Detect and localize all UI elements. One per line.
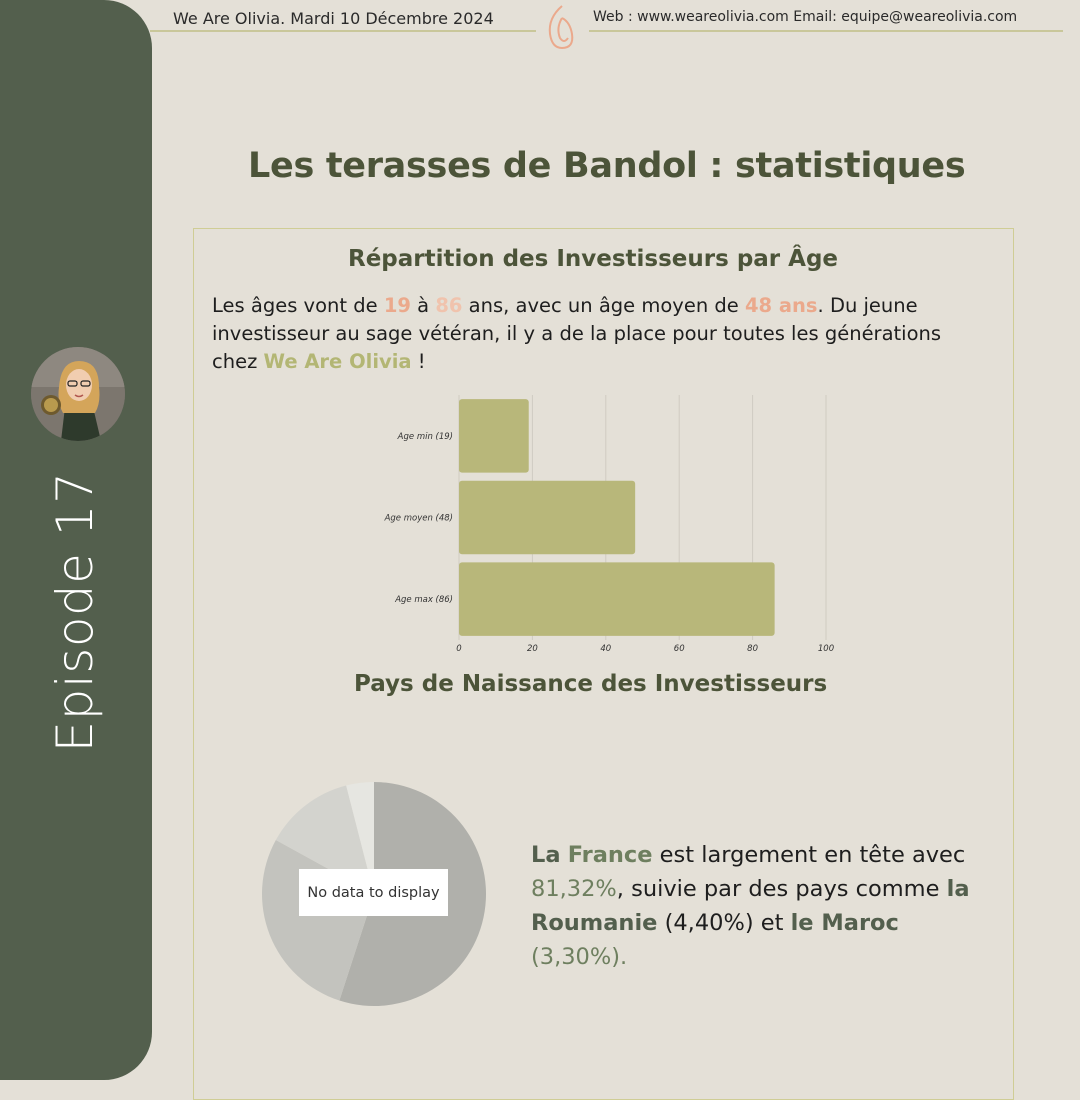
- no-data-message: No data to display: [299, 869, 448, 916]
- header-date: We Are Olivia. Mardi 10 Décembre 2024: [173, 9, 494, 28]
- country-text-5: , suivie par des pays comme: [616, 876, 947, 902]
- age-min-value: 19: [383, 294, 411, 317]
- age-avg-value: 48 ans: [744, 294, 818, 317]
- age-max-value: 86: [435, 294, 463, 317]
- header-contact: Web : www.weareolivia.com Email: equipe@weareolivia.com: [593, 9, 1018, 25]
- brand-name: We Are Olivia: [263, 350, 412, 373]
- episode-label: Episode 17: [46, 471, 104, 753]
- country-section-heading: Pays de Naissance des Investisseurs: [354, 671, 828, 697]
- bar-2: [459, 562, 775, 636]
- country-text-9: (3,30%).: [531, 944, 628, 970]
- x-tick-label-1: 20: [526, 644, 538, 654]
- x-tick-label-5: 100: [817, 644, 835, 654]
- category-label-2: Age max (86): [395, 595, 453, 606]
- bar-1: [459, 481, 635, 555]
- x-tick-label-3: 60: [673, 644, 685, 654]
- x-tick-label-2: 40: [600, 644, 612, 654]
- bar-0: [459, 399, 529, 473]
- country-text-7: (4,40%) et: [657, 910, 791, 936]
- page-title: Les terasses de Bandol : statistiques: [248, 146, 966, 186]
- para-text-5: !: [411, 350, 426, 373]
- age-bar-chart: [350, 390, 850, 660]
- para-text-3: ans, avec un âge moyen de: [462, 294, 745, 317]
- avatar: [31, 347, 125, 441]
- olivia-logo-icon: [540, 0, 584, 54]
- para-text-1: Les âges vont de: [212, 294, 384, 317]
- country-france: France: [567, 842, 653, 868]
- header-divider-right: [589, 30, 1063, 32]
- x-tick-label-0: 0: [456, 644, 462, 654]
- country-maroc: le Maroc: [790, 910, 899, 936]
- age-section-heading: Répartition des Investisseurs par Âge: [348, 246, 839, 272]
- x-tick-label-4: 80: [747, 644, 759, 654]
- para-text-2: à: [410, 294, 436, 317]
- country-description: [531, 838, 971, 974]
- country-text-1: La: [531, 842, 561, 868]
- category-label-1: Age moyen (48): [384, 513, 453, 524]
- category-label-0: Age min (19): [397, 431, 453, 442]
- country-text-3: est largement en tête avec: [652, 842, 966, 868]
- country-france-pct: 81,32%: [531, 876, 617, 902]
- age-description: [212, 292, 992, 376]
- header-divider-left: [150, 30, 536, 32]
- country-roumanie: la Roumanie: [531, 876, 970, 936]
- avatar-illustration: [31, 347, 125, 441]
- para-text-4: . Du jeune investisseur au sage vétéran, il y a de la place pour toutes les générations chez: [212, 294, 942, 373]
